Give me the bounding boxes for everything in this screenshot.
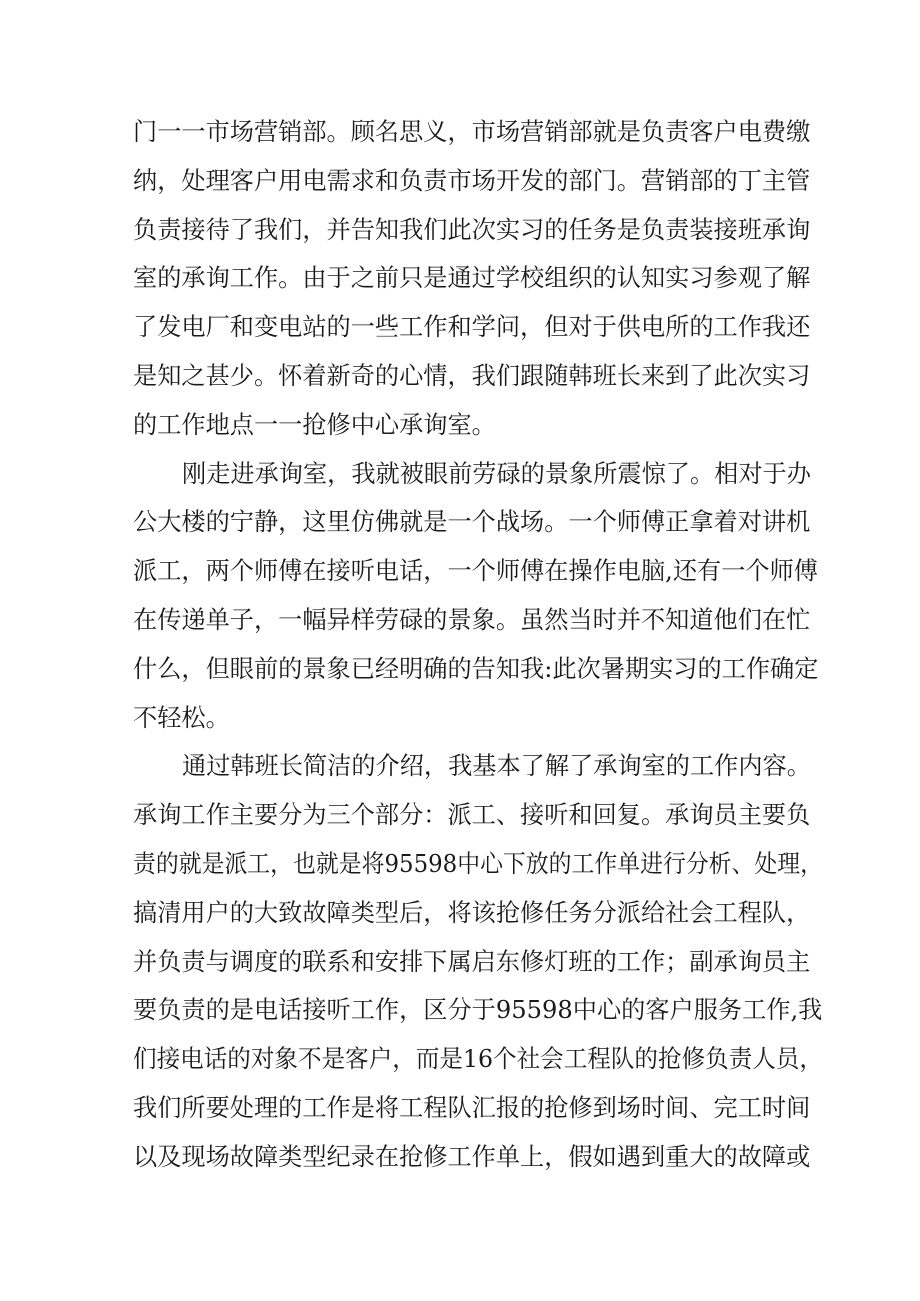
paragraph-2-line-3: 派工，两个师傅在接听电话，一个师傅在操作电脑,还有一个师傅 xyxy=(133,557,818,586)
paragraph-1-line-2: 纳，处理客户用电需求和负责市场开发的部门。营销部的丁主管 xyxy=(133,166,811,195)
paragraph-1-line-5: 了发电厂和变电站的一些工作和学问，但对于供电所的工作我还 xyxy=(133,313,811,342)
paragraph-3-line-9: 以及现场故障类型纪录在抢修工作单上，假如遇到重大的故障或 xyxy=(133,1142,811,1171)
paragraph-3-line-3: 责的就是派工，也就是将95598中心下放的工作单进行分析、处理， xyxy=(133,849,823,878)
paragraph-2-line-4: 在传递单子，一幅异样劳碌的景象。虽然当时并不知道他们在忙 xyxy=(133,605,811,634)
paragraph-2-line-2: 公大楼的宁静，这里仿佛就是一个战场。一个师傅正拿着对讲机 xyxy=(133,508,811,537)
paragraph-3-line-4: 搞清用户的大致故障类型后，将该抢修任务分派给社会工程队， xyxy=(133,898,811,927)
paragraph-3-line-1: 通过韩班长简洁的介绍，我基本了解了承询室的工作内容。 xyxy=(182,752,811,781)
paragraph-1-line-6: 是知之甚少。怀着新奇的心情，我们跟随韩班长来到了此次实习 xyxy=(133,361,811,390)
paragraph-3-line-8: 我们所要处理的工作是将工程队汇报的抢修到场时间、完工时间 xyxy=(133,1093,811,1122)
paragraph-2-line-1: 刚走进承询室，我就被眼前劳碌的景象所震惊了。相对于办 xyxy=(182,459,811,488)
paragraph-1-line-4: 室的承询工作。由于之前只是通过学校组织的认知实习参观了解 xyxy=(133,264,811,293)
paragraph-1-line-1: 门一一市场营销部。顾名思义，市场营销部就是负责客户电费缴 xyxy=(133,118,811,146)
paragraph-3-line-7: 们接电话的对象不是客户，而是16个社会工程队的抢修负责人员， xyxy=(133,1045,823,1074)
paragraph-2-line-6: 不轻松。 xyxy=(133,703,230,732)
paragraph-1-line-7: 的工作地点一一抢修中心承询室。 xyxy=(133,410,496,439)
paragraph-3-line-2: 承询工作主要分为三个部分：派工、接听和回复。承询员主要负 xyxy=(133,801,811,830)
paragraph-2-line-5: 什么，但眼前的景象已经明确的告知我:此次暑期实习的工作确定 xyxy=(133,654,819,683)
paragraph-3-line-6: 要负责的是电话接听工作，区分于95598中心的客户服务工作,我 xyxy=(133,996,823,1025)
document-body xyxy=(133,108,823,1182)
paragraph-1-line-3: 负责接待了我们，并告知我们此次实习的任务是负责装接班承询 xyxy=(133,215,811,244)
paragraph-3-line-5: 并负责与调度的联系和安排下属启东修灯班的工作；副承询员主 xyxy=(133,947,811,976)
